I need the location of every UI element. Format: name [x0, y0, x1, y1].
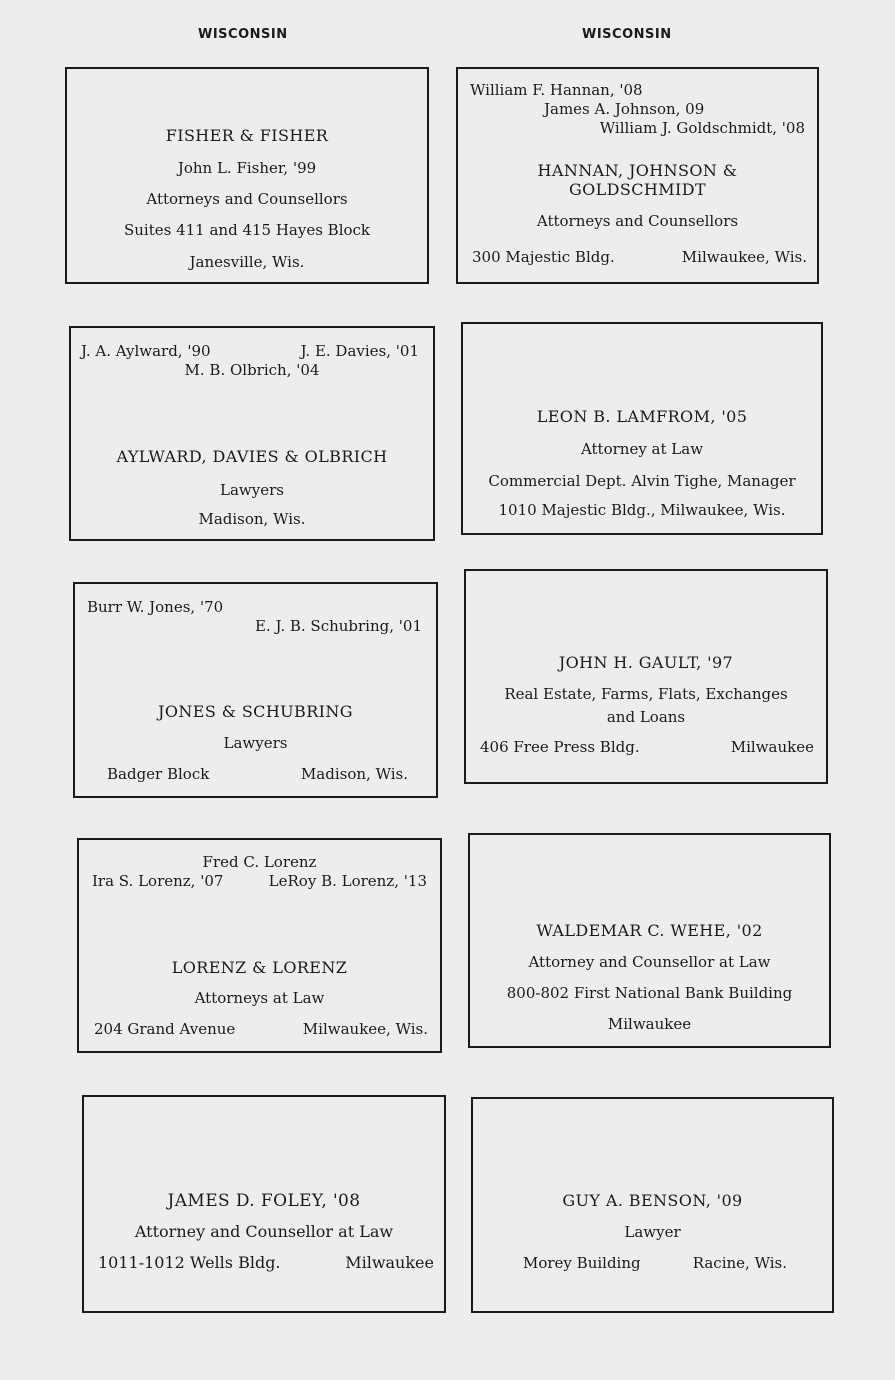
attorney-name: WALDEMAR C. WEHE, '02: [536, 921, 763, 940]
member-name: Burr W. Jones, '70: [87, 598, 224, 616]
header-left: WISCONSIN: [198, 27, 288, 42]
card-fisher-and-fisher: [65, 67, 429, 284]
member-name: Fred C. Lorenz: [202, 853, 317, 871]
firm-name-continued: GOLDSCHMIDT: [568, 180, 707, 199]
firm-name: HANNAN, JOHNSON &: [537, 161, 738, 180]
city: Milwaukee: [345, 1253, 434, 1272]
firm-name: LORENZ & LORENZ: [171, 958, 348, 977]
office-address: Badger Block: [107, 765, 210, 783]
firm-name: AYLWARD, DAVIES & OLBRICH: [116, 447, 388, 466]
city: Racine, Wis.: [692, 1254, 787, 1272]
header-right: WISCONSIN: [582, 27, 672, 42]
services: Real Estate, Farms, Flats, Exchanges: [504, 685, 788, 703]
card-jones-schubring: [73, 582, 438, 798]
office-address: Morey Building: [523, 1254, 641, 1272]
city: Milwaukee, Wis.: [681, 248, 807, 266]
attorney-name: GUY A. BENSON, '09: [562, 1191, 743, 1210]
card-hannan-johnson-goldschmidt: [456, 67, 819, 284]
member-name: James A. Johnson, 09: [544, 100, 705, 118]
member-name: J. E. Davies, '01: [300, 342, 419, 360]
professional-title: Attorneys and Counsellors: [146, 190, 348, 208]
card-waldemar-c-wehe: [468, 833, 831, 1048]
city: Milwaukee: [607, 1015, 692, 1033]
professional-title: Attorney at Law: [580, 440, 704, 458]
realtor-name: JOHN H. GAULT, '97: [558, 653, 734, 672]
professional-title: Attorneys at Law: [194, 989, 325, 1007]
office-address: Suites 411 and 415 Hayes Block: [123, 221, 371, 239]
city: Milwaukee: [730, 738, 814, 756]
card-james-d-foley: [82, 1095, 446, 1313]
card-guy-a-benson: [471, 1097, 834, 1313]
member-name: E. J. B. Schubring, '01: [254, 617, 422, 635]
member-name: William J. Goldschmidt, '08: [599, 119, 805, 137]
member-name: John L. Fisher, '99: [177, 159, 317, 177]
city: Milwaukee, Wis.: [302, 1020, 428, 1038]
professional-title: Attorney and Counsellor at Law: [134, 1222, 394, 1241]
office-address: 1010 Majestic Bldg., Milwaukee, Wis.: [498, 501, 786, 519]
city: Madison, Wis.: [300, 765, 408, 783]
member-name: Ira S. Lorenz, '07: [92, 872, 224, 890]
member-name: J. A. Aylward, '90: [81, 342, 211, 360]
card-aylward-davies-olbrich: [69, 326, 435, 541]
firm-name: FISHER & FISHER: [165, 126, 329, 145]
professional-title: Lawyers: [223, 734, 288, 752]
card-john-h-gault: [464, 569, 828, 784]
office-address: 406 Free Press Bldg.: [480, 738, 640, 756]
office-address: 800-802 First National Bank Building: [506, 984, 793, 1002]
professional-title: Lawyers: [220, 481, 284, 499]
office-address: 1011-1012 Wells Bldg.: [98, 1253, 281, 1272]
firm-name: JONES & SCHUBRING: [158, 702, 353, 721]
city: Janesville, Wis.: [189, 253, 305, 271]
city: Madison, Wis.: [198, 510, 306, 528]
professional-title: Attorneys and Counsellors: [536, 212, 739, 230]
office-address: 300 Majestic Bldg.: [472, 248, 615, 266]
card-lorenz-and-lorenz: [77, 838, 442, 1053]
office-address: 204 Grand Avenue: [94, 1020, 236, 1038]
attorney-name: LEON B. LAMFROM, '05: [536, 407, 748, 426]
professional-title: Lawyer: [624, 1223, 681, 1241]
services-continued: and Loans: [606, 708, 686, 726]
professional-title: Attorney and Counsellor at Law: [528, 953, 771, 971]
member-name: LeRoy B. Lorenz, '13: [268, 872, 427, 890]
department: Commercial Dept. Alvin Tighe, Manager: [488, 472, 796, 490]
member-name: M. B. Olbrich, '04: [184, 361, 320, 379]
card-leon-b-lamfrom: [461, 322, 823, 535]
attorney-name: JAMES D. FOLEY, '08: [167, 1191, 361, 1211]
member-name: William F. Hannan, '08: [470, 81, 643, 99]
